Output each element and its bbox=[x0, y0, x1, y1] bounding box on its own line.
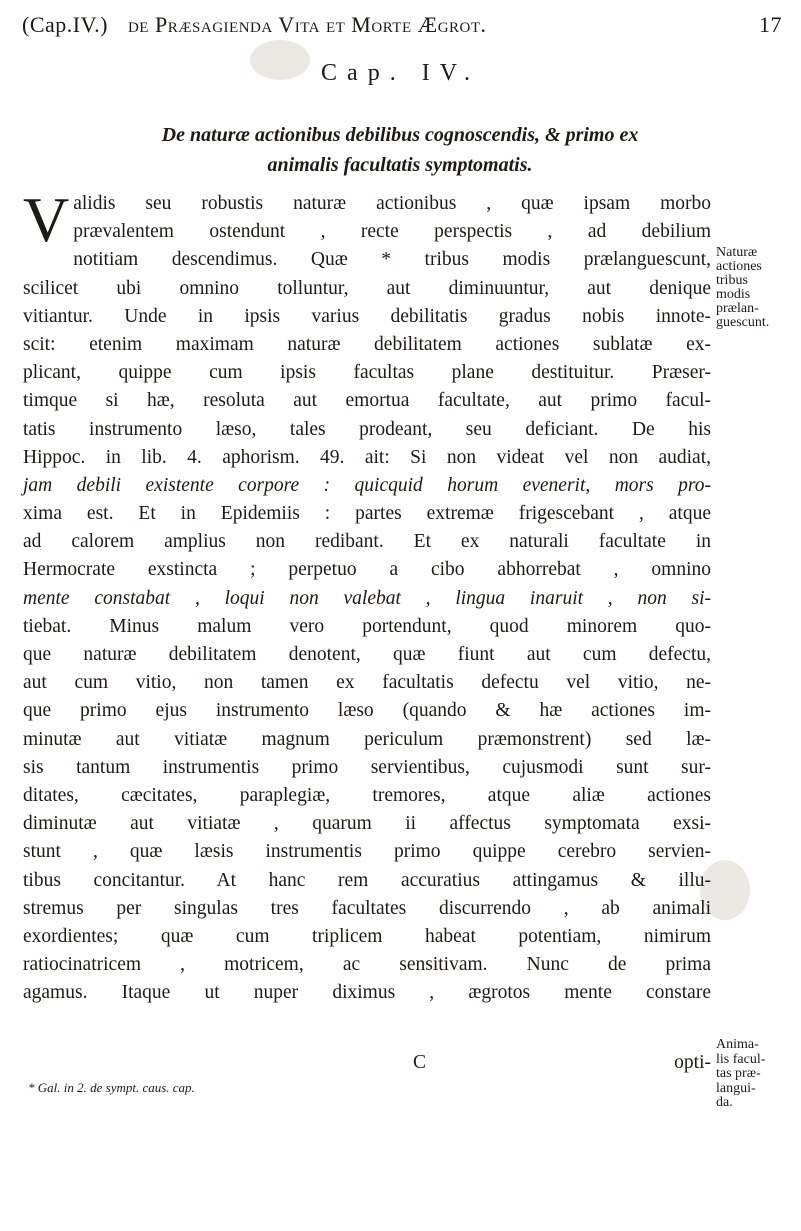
text-line: minutæ aut vitiatæ magnum periculum præmonstrent) sed læ- bbox=[23, 728, 711, 750]
chapter-title-line: animalis facultatis symptomatis. bbox=[267, 154, 533, 176]
margin-note-line: actiones bbox=[716, 259, 762, 274]
text-line: sis tantum instrumentis primo servientibus, cujusmodi sunt sur- bbox=[23, 756, 711, 778]
header-title: de Præsagienda Vita et Morte Ægrot. bbox=[127, 12, 487, 37]
footnote: * Gal. in 2. de sympt. caus. cap. bbox=[28, 1080, 195, 1095]
text-line: que naturæ debilitatem denotent, quæ fiunt aut cum defectu, bbox=[23, 644, 711, 665]
header-chapter-ref: (Cap.IV.) bbox=[22, 12, 108, 37]
signature-line bbox=[23, 1052, 711, 1078]
catchword: opti- bbox=[674, 1052, 711, 1073]
margin-note-line: prælan- bbox=[716, 301, 759, 316]
margin-note-line: lis facul- bbox=[716, 1051, 766, 1067]
text-line: que primo ejus instrumento læso (quando & hæ actiones im- bbox=[23, 700, 711, 722]
text-line: tatis instrumento læso, tales prodeant, seu deficiant. De his bbox=[23, 418, 711, 440]
text-line: ditates, cæcitates, paraplegiæ, tremores, atque aliæ actiones bbox=[23, 784, 711, 806]
text-line: Hermocrate exstincta ; perpetuo a cibo abhorrebat , omnino bbox=[23, 559, 711, 581]
running-header bbox=[22, 12, 782, 38]
text-line: vitiantur. Unde in ipsis varius debilitatis gradus nobis innote- bbox=[23, 305, 711, 327]
page-number: 17 bbox=[759, 12, 782, 37]
margin-note-line: Naturæ bbox=[716, 245, 758, 260]
margin-note-line: da. bbox=[716, 1095, 733, 1110]
text-line: xima est. Et in Epidemiis : partes extremæ frigescebant , atque bbox=[23, 503, 711, 525]
margin-note-line: tribus bbox=[716, 273, 748, 288]
text-line: ad calorem amplius non redibant. Et ex naturali facultate in bbox=[23, 531, 711, 553]
text-line: timque si hæ, resoluta aut emortua facultate, aut primo facul- bbox=[23, 390, 711, 412]
text-line: stunt , quæ læsis instrumentis primo quippe cerebro servien- bbox=[23, 841, 711, 863]
text-line: stremus per singulas tres facultates discurrendo , ab animali bbox=[23, 897, 711, 919]
text-line: diminutæ aut vitiatæ , quarum ii affectus symptomata exsi- bbox=[23, 813, 711, 835]
margin-note-line: guescunt. bbox=[716, 315, 770, 330]
text-line: mente constabat , loqui non valebat , lingua inaruit , non si- bbox=[23, 587, 711, 609]
text-line: tibus concitantur. At hanc rem accuratius attingamus & illu- bbox=[23, 869, 711, 891]
text-line: scilicet ubi omnino tolluntur, aut diminuuntur, aut denique bbox=[23, 277, 711, 299]
text-line: Hippoc. in lib. 4. aphorism. 49. ait: Si non videat vel non audiat, bbox=[23, 446, 711, 468]
text-line: jam debili existente corpore : quicquid horum evenerit, mors pro- bbox=[23, 474, 711, 496]
text-line: tiebat. Minus malum vero portendunt, quod minorem quo- bbox=[23, 615, 711, 637]
text-line: prævalentem ostendunt , recte perspectis , ad debilium bbox=[73, 221, 711, 243]
margin-note bbox=[716, 1038, 796, 1111]
margin-note-line: Anima- bbox=[716, 1037, 759, 1052]
signature-mark: C bbox=[413, 1052, 427, 1073]
text-line: alidis seu robustis naturæ actionibus , quæ ipsam morbo bbox=[73, 193, 711, 214]
body-text bbox=[23, 184, 711, 1007]
margin-note-line: modis bbox=[716, 287, 751, 302]
chapter-title-line: De naturæ actionibus debilibus cognoscendis, & primo ex bbox=[161, 124, 639, 146]
drop-cap: V bbox=[23, 184, 70, 255]
text-line: scit: etenim maximam naturæ debilitatem actiones sublatæ ex- bbox=[23, 333, 711, 355]
text-line: ratiocinatricem , motricem, ac sensitivam. Nunc de prima bbox=[23, 954, 711, 976]
text-line: aut cum vitio, non tamen ex facultatis defectu vel vitio, ne- bbox=[23, 672, 711, 694]
chapter-heading: Cap. IV. bbox=[321, 60, 480, 86]
text-line: plicant, quippe cum ipsis facultas plane destituitur. Præser- bbox=[23, 362, 711, 384]
margin-note-line: tas præ- bbox=[716, 1066, 761, 1081]
chapter-title bbox=[60, 120, 740, 180]
text-line: notitiam descendimus. Quæ * tribus modis prælanguescunt, bbox=[73, 249, 711, 271]
margin-note bbox=[716, 246, 796, 330]
margin-note-line: langui- bbox=[716, 1080, 756, 1096]
text-line: exordientes; quæ cum triplicem habeat potentiam, nimirum bbox=[23, 925, 711, 947]
text-line: agamus. Itaque ut nuper diximus , ægrotos mente constare bbox=[23, 982, 711, 1004]
